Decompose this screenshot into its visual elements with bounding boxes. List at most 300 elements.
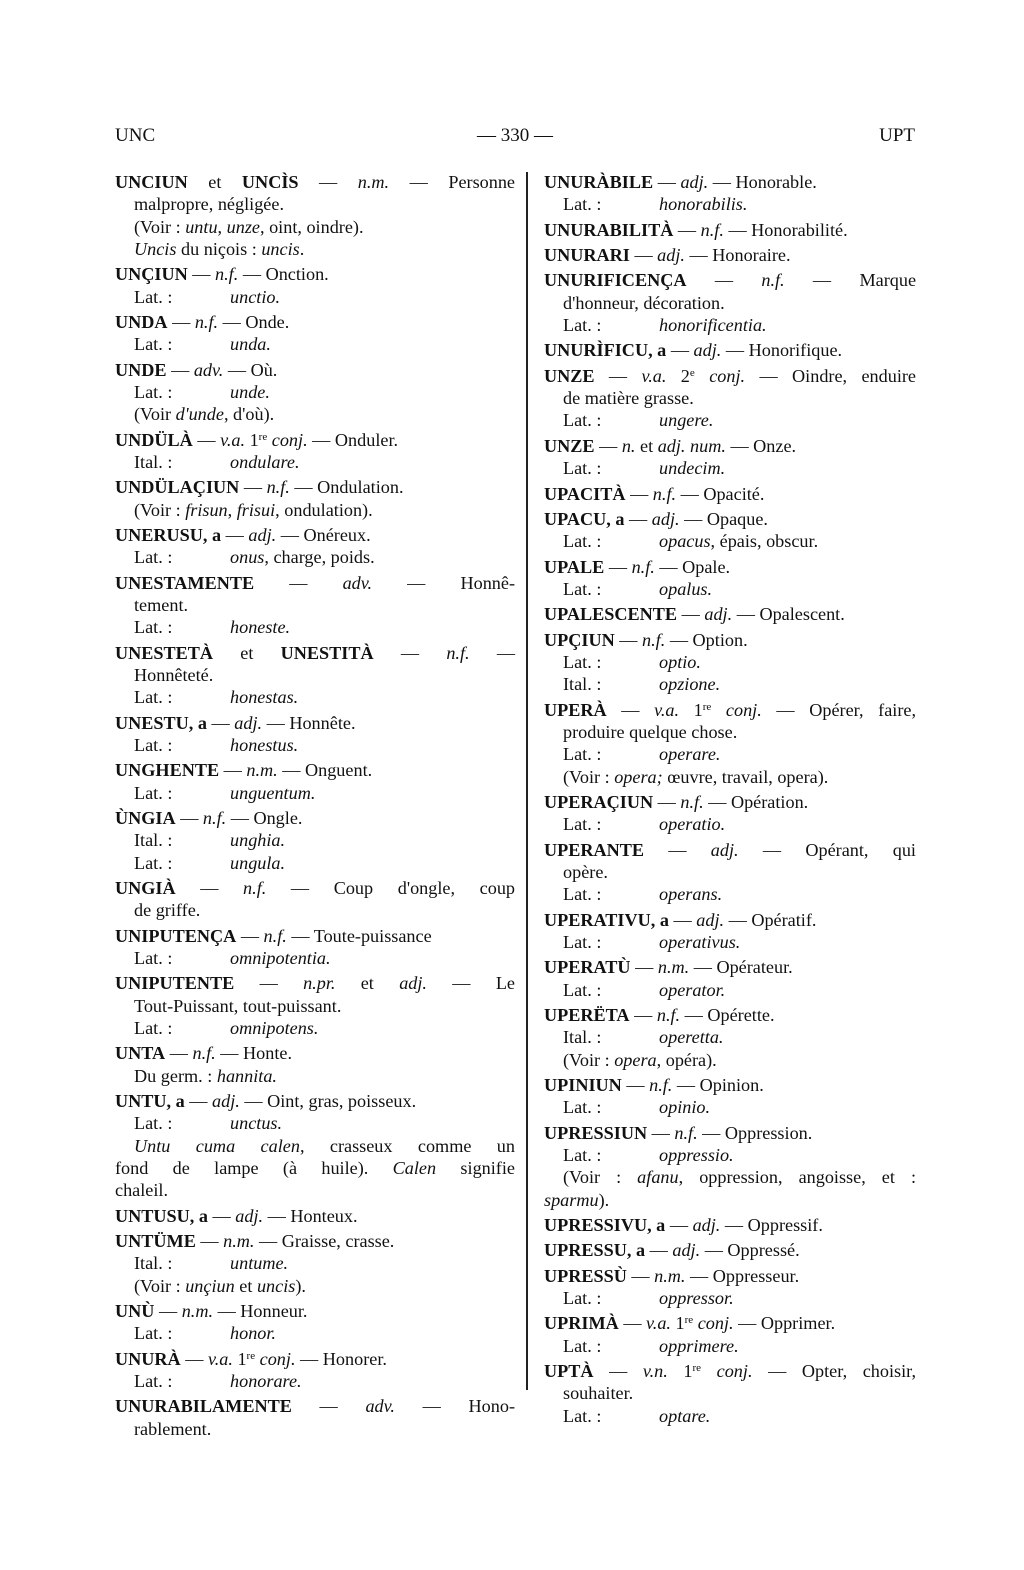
definition: Ongle. bbox=[253, 808, 303, 829]
part-of-speech: adj. bbox=[704, 604, 733, 625]
dictionary-entry bbox=[115, 572, 515, 639]
headword: ÙNGIA bbox=[115, 808, 176, 829]
dictionary-entry bbox=[544, 435, 916, 480]
etymology-language: Du germ. : bbox=[134, 1065, 217, 1086]
part-of-speech: n.f. bbox=[446, 642, 470, 663]
part-of-speech: n.m. bbox=[357, 172, 390, 192]
part-of-speech: n.m. bbox=[654, 1265, 686, 1286]
definition: Marque bbox=[859, 270, 917, 291]
etymology-line bbox=[544, 1287, 916, 1309]
part-of-speech: v.a. bbox=[641, 365, 667, 386]
part-of-speech: n.f. bbox=[263, 925, 287, 946]
headword: UNTU, a bbox=[115, 1091, 185, 1112]
dictionary-entry bbox=[544, 1122, 916, 1211]
dictionary-entry bbox=[544, 956, 916, 1001]
headword: UNIPUTENÇA bbox=[115, 925, 237, 946]
definition: Honorabilité. bbox=[751, 219, 848, 240]
headword: UNURÀ bbox=[115, 1348, 181, 1369]
dictionary-entry bbox=[115, 712, 515, 757]
part-of-speech: adj. num. bbox=[657, 435, 726, 456]
etymology-word: opprimere. bbox=[659, 1335, 739, 1356]
etymology-word: optare. bbox=[659, 1405, 711, 1426]
dictionary-entry bbox=[544, 699, 916, 788]
headword: UNTUSU, a bbox=[115, 1205, 208, 1226]
etymology-language: Lat. : bbox=[134, 852, 173, 873]
entry-first-line: UPRESSÙ — n.m. — Oppresseur. bbox=[544, 1265, 800, 1286]
etymology-word: honorare. bbox=[230, 1371, 302, 1392]
etymology-line bbox=[544, 314, 916, 336]
dictionary-entry bbox=[115, 476, 515, 521]
entry-first-line: UPALE — n.f. — Opale. bbox=[544, 556, 731, 577]
cross-reference: (Voir : untu, unze, oint, oindre). bbox=[134, 216, 364, 237]
etymology-language: Lat. : bbox=[563, 578, 602, 599]
etymology-language: Lat. : bbox=[134, 1371, 173, 1392]
definition: Le bbox=[495, 973, 515, 994]
ordinal-suffix: re bbox=[684, 1314, 694, 1327]
etymology-language: Lat. : bbox=[563, 410, 602, 431]
headword: UNDÜLÀ bbox=[115, 429, 193, 450]
definition: Personne bbox=[448, 172, 516, 192]
etymology-language: Lat. : bbox=[563, 1144, 602, 1165]
headword: UNGIÀ bbox=[115, 878, 176, 899]
headword: UNURABILITÀ bbox=[544, 219, 674, 240]
etymology-line bbox=[115, 852, 515, 874]
etymology-language: Lat. : bbox=[563, 1405, 602, 1426]
etymology-language: Lat. : bbox=[563, 884, 602, 905]
definition: Honteux. bbox=[290, 1205, 358, 1226]
dictionary-entry bbox=[115, 1230, 515, 1297]
entry-first-line: UNURARI — adj. — Honoraire. bbox=[544, 245, 791, 266]
definition: Honnête. bbox=[289, 712, 356, 733]
part-of-speech: v.a. bbox=[646, 1313, 671, 1334]
dictionary-entry bbox=[115, 171, 515, 260]
reference-word: opera bbox=[614, 1049, 657, 1070]
part-of-speech: n.f. bbox=[761, 270, 785, 291]
part-of-speech: n.pr. bbox=[303, 973, 336, 994]
cross-reference-continued: sparmu). bbox=[544, 1189, 610, 1210]
etymology-language: Lat. : bbox=[134, 1323, 173, 1344]
definition: Opaque. bbox=[706, 508, 768, 529]
dictionary-entry bbox=[544, 1004, 916, 1071]
entry-first-line: UNURÀ — v.a. 1re conj. — Honorer. bbox=[115, 1348, 387, 1369]
entry-first-line: UPERATIVU, a — adj. — Opératif. bbox=[544, 909, 817, 930]
dictionary-entry bbox=[115, 807, 515, 874]
dictionary-entry bbox=[544, 1360, 916, 1427]
ordinal-suffix: re bbox=[692, 1362, 702, 1375]
part-of-speech: n.f. bbox=[202, 808, 227, 829]
reference-word: unçiun bbox=[185, 1275, 235, 1296]
etymology-word: operetta. bbox=[659, 1027, 724, 1048]
entry-first-line: UPRESSU, a — adj. — Oppressé. bbox=[544, 1240, 800, 1261]
etymology-word: unda. bbox=[230, 334, 271, 355]
entry-first-line: UNTA — n.f. — Honte. bbox=[115, 1043, 292, 1064]
etymology-line bbox=[544, 979, 916, 1001]
etymology-language: Lat. : bbox=[134, 617, 173, 638]
etymology-word: operativus. bbox=[659, 931, 741, 952]
part-of-speech: adj. bbox=[696, 909, 725, 930]
etymology-word: unguentum. bbox=[230, 782, 316, 803]
part-of-speech: n.f. bbox=[642, 629, 666, 650]
definition: Opérant, qui bbox=[805, 839, 916, 860]
etymology-language: Lat. : bbox=[134, 547, 173, 568]
headword: UNTA bbox=[115, 1043, 166, 1064]
etymology-word: unctio. bbox=[230, 286, 281, 307]
etymology-word: opalus. bbox=[659, 578, 713, 599]
definition-continued: Tout-Puissant, tout-puissant. bbox=[134, 995, 342, 1016]
etymology-language: Ital. : bbox=[134, 1253, 173, 1274]
conjugation: conj. bbox=[271, 429, 308, 450]
part-of-speech: adj. bbox=[651, 508, 680, 529]
etymology-line bbox=[115, 381, 515, 403]
dictionary-entry bbox=[115, 524, 515, 569]
ordinal-suffix: re bbox=[258, 430, 268, 443]
part-of-speech: adj. bbox=[680, 172, 709, 192]
entry-first-line: UPRESSIUN — n.f. — Oppression. bbox=[544, 1122, 813, 1143]
definition: Oppression. bbox=[724, 1122, 813, 1143]
part-of-speech: adj. bbox=[657, 245, 685, 266]
etymology-line bbox=[115, 782, 515, 804]
etymology-word: unctus. bbox=[230, 1113, 283, 1134]
dictionary-entry bbox=[115, 429, 515, 474]
etymology-language: Lat. : bbox=[563, 194, 602, 215]
dictionary-entry bbox=[544, 508, 916, 553]
headword: UNÙ bbox=[115, 1301, 155, 1322]
part-of-speech: n.f. bbox=[680, 791, 704, 812]
etymology-word: opinio. bbox=[659, 1097, 711, 1118]
etymology-line bbox=[544, 1335, 916, 1357]
entry-first-line: UPERAÇIUN — n.f. — Opération. bbox=[544, 791, 809, 812]
entry-first-line: UPERËTA — n.f. — Opérette. bbox=[544, 1004, 775, 1025]
dictionary-entry bbox=[115, 1042, 515, 1087]
entry-first-line: UNESTETÀ et UNESTITÀ — n.f. — bbox=[115, 642, 516, 663]
headword: UPTÀ bbox=[544, 1361, 594, 1382]
entry-first-line: UNÇIUN — n.f. — Onction. bbox=[115, 264, 329, 285]
dictionary-entry bbox=[544, 603, 916, 625]
etymology-line bbox=[544, 1144, 916, 1166]
entry-first-line: UNGHENTE — n.m. — Onguent. bbox=[115, 760, 373, 781]
entry-first-line: UNIPUTENTE — n.pr. et adj. — Le bbox=[115, 973, 515, 994]
definition: Onduler. bbox=[334, 429, 399, 450]
dictionary-entry bbox=[544, 483, 916, 505]
part-of-speech: n.f. bbox=[192, 1043, 216, 1064]
etymology-word: opzione. bbox=[659, 674, 721, 695]
entry-first-line: UNTUSU, a — adj. — Honteux. bbox=[115, 1205, 358, 1226]
etymology-line bbox=[544, 1096, 916, 1118]
example-word: Calen bbox=[392, 1157, 437, 1178]
headword: UNDÜLAÇIUN bbox=[115, 477, 240, 498]
definition: Oint, gras, poisseux. bbox=[267, 1091, 417, 1112]
entry-first-line: UPERATÙ — n.m. — Opérateur. bbox=[544, 957, 793, 978]
entry-first-line: UNGIÀ — n.f. — Coup d'ongle, coup bbox=[115, 878, 516, 899]
etymology-line bbox=[544, 673, 916, 695]
definition: Onze. bbox=[753, 435, 797, 456]
usage-example: Untu cuma calen, crasseux comme un bbox=[134, 1135, 515, 1156]
entry-first-line: UNZE — v.a. 2e conj. — Oindre, enduire bbox=[544, 365, 917, 386]
definition: Honneur. bbox=[240, 1301, 308, 1322]
definition: Hono- bbox=[468, 1396, 516, 1417]
etymology-word: ungula. bbox=[230, 852, 286, 873]
cross-reference: (Voir : frisun, frisui, ondulation). bbox=[134, 499, 373, 520]
cross-reference: (Voir : opera, opéra). bbox=[563, 1049, 717, 1070]
header-right-guide-word: UPT bbox=[879, 125, 915, 146]
definition-continued: malpropre, négligée. bbox=[134, 194, 284, 215]
entry-first-line: UNESTU, a — adj. — Honnête. bbox=[115, 712, 356, 733]
part-of-speech: n.m. bbox=[657, 957, 690, 978]
definition: Opale. bbox=[682, 556, 731, 577]
etymology-line bbox=[115, 1017, 515, 1039]
definition: Onguent. bbox=[304, 760, 373, 781]
reference-word: untu bbox=[185, 216, 218, 237]
entry-first-line: UPERÀ — v.a. 1re conj. — Opérer, faire, bbox=[544, 699, 917, 720]
etymology-word: unghia. bbox=[230, 830, 286, 851]
part-of-speech: adv. bbox=[342, 572, 373, 593]
entry-first-line: UNCIUN et UNCÌS — n.m. — Personne bbox=[115, 172, 516, 192]
left-column bbox=[115, 171, 515, 1443]
etymology-word: honestus. bbox=[230, 734, 299, 755]
headword: UNÇIUN bbox=[115, 264, 188, 285]
etymology-line bbox=[115, 686, 515, 708]
headword: UNGHENTE bbox=[115, 760, 220, 781]
etymology-language: Lat. : bbox=[134, 286, 173, 307]
etymology-language: Lat. : bbox=[134, 948, 173, 969]
part-of-speech: adj. bbox=[235, 1205, 264, 1226]
headword: UPERËTA bbox=[544, 1004, 630, 1025]
etymology-line bbox=[115, 1322, 515, 1344]
dictionary-entry bbox=[544, 219, 916, 241]
part-of-speech: n.f. bbox=[266, 477, 290, 498]
header-left-guide-word: UNC bbox=[115, 125, 156, 146]
etymology-language: Lat. : bbox=[563, 1335, 602, 1356]
definition: Oppressif. bbox=[747, 1214, 823, 1235]
entry-first-line: ÙNGIA — n.f. — Ongle. bbox=[115, 808, 303, 829]
etymology-language: Lat. : bbox=[563, 651, 602, 672]
definition: Coup d'ongle, coup bbox=[333, 878, 516, 899]
etymology-language: Lat. : bbox=[134, 687, 173, 708]
reference-word: uncis bbox=[256, 1275, 296, 1296]
definition-continued: opère. bbox=[563, 861, 608, 882]
reference-word: unze bbox=[226, 216, 260, 237]
headword: UNZE bbox=[544, 365, 595, 386]
dictionary-entry bbox=[544, 556, 916, 601]
headword: UNESTAMENTE bbox=[115, 572, 255, 593]
entry-first-line: UPACU, a — adj. — Opaque. bbox=[544, 508, 768, 529]
etymology-line bbox=[544, 409, 916, 431]
dictionary-entry bbox=[115, 1348, 515, 1393]
dictionary-entry bbox=[115, 877, 515, 922]
definition-continued: souhaiter. bbox=[563, 1383, 634, 1404]
column-divider bbox=[526, 172, 528, 1390]
definition: Onéreux. bbox=[303, 525, 371, 546]
part-of-speech: n.m. bbox=[181, 1301, 214, 1322]
etymology-language: Lat. : bbox=[134, 734, 173, 755]
dictionary-entry bbox=[115, 759, 515, 804]
etymology-word: undecim. bbox=[659, 458, 726, 479]
headword: UNURARI bbox=[544, 245, 630, 266]
definition-continued: de griffe. bbox=[134, 900, 201, 921]
etymology-language: Lat. : bbox=[134, 782, 173, 803]
part-of-speech: n.f. bbox=[631, 556, 655, 577]
usage-note: Uncis du niçois : uncis. bbox=[134, 238, 305, 259]
part-of-speech: v.a. bbox=[207, 1348, 233, 1369]
entry-first-line: UNURABILAMENTE — adv. — Hono- bbox=[115, 1396, 516, 1417]
etymology-line bbox=[115, 451, 515, 473]
definition: Graisse, crasse. bbox=[281, 1231, 395, 1252]
reference-word: frisui bbox=[236, 499, 276, 520]
dictionary-entry bbox=[544, 791, 916, 836]
definition: Oppresseur. bbox=[712, 1265, 800, 1286]
etymology-word: operans. bbox=[659, 884, 723, 905]
headword: UPÇIUN bbox=[544, 629, 615, 650]
cross-reference: (Voir : afanu, oppression, angoisse, et : bbox=[563, 1167, 916, 1188]
ordinal-suffix: e bbox=[689, 366, 695, 379]
cross-reference: (Voir : unçiun et uncis). bbox=[134, 1275, 306, 1296]
headword: UPRESSIUN bbox=[544, 1122, 648, 1143]
headword: UNCIUN bbox=[115, 172, 188, 192]
definition-continued: produire quelque chose. bbox=[563, 721, 738, 742]
headword: UNURIFICENÇA bbox=[544, 270, 687, 291]
etymology-language: Lat. : bbox=[134, 334, 173, 355]
definition: Opérateur. bbox=[716, 957, 793, 978]
entry-first-line: UNURÌFICU, a — adj. — Honorifique. bbox=[544, 340, 843, 361]
entry-first-line: UNDÜLÀ — v.a. 1re conj. — Onduler. bbox=[115, 429, 399, 450]
etymology-language: Ital. : bbox=[563, 674, 602, 695]
etymology-language: Lat. : bbox=[134, 1018, 173, 1038]
definition: Onde. bbox=[245, 311, 290, 332]
part-of-speech: v.n. bbox=[642, 1361, 668, 1382]
dictionary-entry bbox=[544, 1214, 916, 1236]
headword: UPACITÀ bbox=[544, 483, 626, 504]
entry-first-line: UPALESCENTE — adj. — Opalescent. bbox=[544, 604, 845, 625]
etymology-word: honorabilis. bbox=[659, 194, 748, 215]
dictionary-entry bbox=[544, 339, 916, 361]
dictionary-entry bbox=[544, 269, 916, 336]
headword: UPACU, a bbox=[544, 508, 625, 529]
etymology-word: ondulare. bbox=[230, 451, 300, 472]
etymology-word: opacus bbox=[659, 531, 711, 552]
definition: Honorer. bbox=[322, 1348, 387, 1369]
etymology-language: Lat. : bbox=[563, 315, 602, 336]
note-word: Uncis bbox=[134, 238, 177, 259]
entry-first-line: UPACITÀ — n.f. — Opacité. bbox=[544, 483, 765, 504]
part-of-speech: v.a. bbox=[654, 699, 680, 720]
headword: UPERAÇIUN bbox=[544, 791, 654, 812]
etymology-word: omnipotens. bbox=[230, 1018, 319, 1038]
etymology-line: Lat. : onus, charge, poids. bbox=[134, 547, 375, 568]
definition-continued: rablement. bbox=[134, 1418, 212, 1439]
dictionary-entry bbox=[115, 1300, 515, 1345]
dictionary-entry bbox=[544, 1074, 916, 1119]
definition: Honnê- bbox=[460, 572, 516, 593]
etymology-line bbox=[544, 813, 916, 835]
reference-word: opera; bbox=[614, 766, 663, 787]
definition: Oppressé. bbox=[727, 1240, 800, 1261]
reference-word: sparmu bbox=[544, 1189, 599, 1210]
entry-first-line: UNURABILITÀ — n.f. — Honorabilité. bbox=[544, 219, 848, 240]
headword: UNZE bbox=[544, 435, 595, 456]
entry-first-line: UPTÀ — v.n. 1re conj. — Opter, choisir, bbox=[544, 1361, 917, 1382]
cross-reference: (Voir : opera; œuvre, travail, opera). bbox=[563, 766, 829, 787]
reference-word: frisun bbox=[185, 499, 228, 520]
etymology-line bbox=[115, 734, 515, 756]
etymology-language: Lat. : bbox=[134, 381, 173, 402]
dictionary-entry bbox=[544, 365, 916, 432]
etymology-line: Lat. : opacus, épais, obscur. bbox=[563, 531, 819, 552]
entry-first-line: UNTÜME — n.m. — Graisse, crasse. bbox=[115, 1231, 395, 1252]
part-of-speech: adj. bbox=[399, 973, 427, 994]
definition: Opacité. bbox=[703, 483, 765, 504]
headword: UNESTU, a bbox=[115, 712, 207, 733]
etymology-line bbox=[115, 829, 515, 851]
definition: Opératif. bbox=[751, 909, 817, 930]
ordinal-suffix: re bbox=[246, 1349, 256, 1362]
definition: Option. bbox=[692, 629, 748, 650]
definition: Oindre, enduire bbox=[792, 365, 917, 386]
definition: Honoraire. bbox=[712, 245, 791, 266]
definition: Opalescent. bbox=[759, 604, 845, 625]
entry-first-line: UNZE — n. et adj. num. — Onze. bbox=[544, 435, 797, 456]
etymology-language: Lat. : bbox=[563, 931, 602, 952]
headword: UNDA bbox=[115, 311, 168, 332]
dictionary-entry bbox=[115, 972, 515, 1039]
dictionary-entry bbox=[115, 311, 515, 356]
etymology-line bbox=[544, 1405, 916, 1427]
ordinal-suffix: re bbox=[702, 700, 712, 713]
dictionary-entry bbox=[115, 1090, 515, 1201]
right-column bbox=[544, 171, 916, 1430]
part-of-speech: adv. bbox=[193, 359, 224, 380]
definition: Opinion. bbox=[699, 1074, 764, 1095]
part-of-speech: n.f. bbox=[674, 1122, 698, 1143]
dictionary-entry bbox=[544, 909, 916, 954]
entry-first-line: UNERUSU, a — adj. — Onéreux. bbox=[115, 525, 371, 546]
etymology-language: Lat. : bbox=[563, 458, 602, 479]
part-of-speech: adj. bbox=[710, 839, 739, 860]
dictionary-entry bbox=[544, 1312, 916, 1357]
etymology-line bbox=[115, 947, 515, 969]
etymology-word: honeste. bbox=[230, 617, 291, 638]
part-of-speech: adj. bbox=[234, 712, 263, 733]
dictionary-entry bbox=[544, 1265, 916, 1310]
definition: Honorable. bbox=[735, 172, 817, 192]
etymology-language: Ital. : bbox=[563, 1027, 602, 1048]
conjugation: conj. bbox=[709, 365, 746, 386]
entry-first-line: UPRIMÀ — v.a. 1re conj. — Opprimer. bbox=[544, 1313, 836, 1334]
etymology-line bbox=[544, 457, 916, 479]
headword: UPERATIVU, a bbox=[544, 909, 669, 930]
etymology-line bbox=[115, 1252, 515, 1274]
entry-first-line: UNDA — n.f. — Onde. bbox=[115, 311, 290, 332]
etymology-word: oppressio. bbox=[659, 1144, 734, 1165]
definition: Opter, choisir, bbox=[801, 1361, 917, 1382]
definition: Honte. bbox=[243, 1043, 292, 1064]
usage-example-continued: fond de lampe (à huile). Calen signifie bbox=[115, 1157, 515, 1178]
etymology-word: optio. bbox=[659, 651, 701, 672]
etymology-word: operator. bbox=[659, 979, 726, 1000]
conjugation: conj. bbox=[259, 1348, 296, 1369]
etymology-word: honor. bbox=[230, 1323, 276, 1344]
etymology-word: hannita. bbox=[216, 1065, 277, 1086]
part-of-speech: n.f. bbox=[700, 219, 724, 240]
part-of-speech: n.m. bbox=[246, 760, 278, 781]
headword: UNTÜME bbox=[115, 1231, 196, 1252]
etymology-language: Lat. : bbox=[563, 1288, 602, 1309]
definition: Onction. bbox=[265, 264, 329, 285]
entry-first-line: UNÙ — n.m. — Honneur. bbox=[115, 1301, 308, 1322]
part-of-speech: adj. bbox=[693, 340, 722, 361]
etymology-line bbox=[115, 286, 515, 308]
headword: UNURABILAMENTE bbox=[115, 1396, 292, 1417]
note-word: uncis bbox=[261, 238, 300, 259]
